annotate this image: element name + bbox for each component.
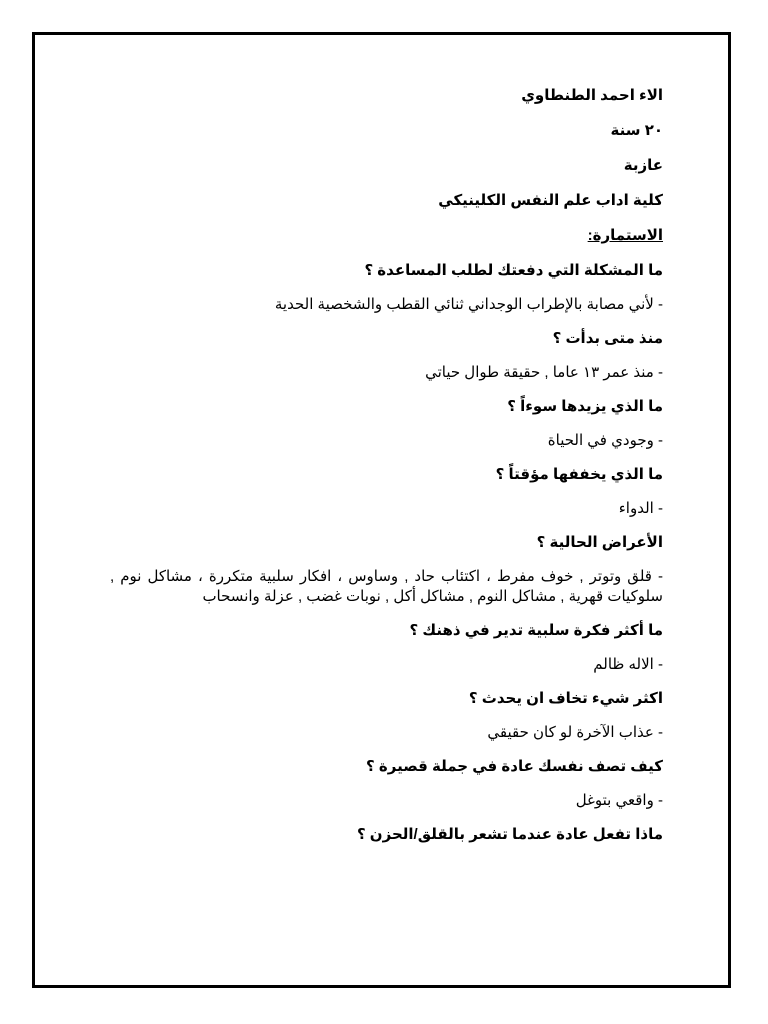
question: ما أكثر فكرة سلبية تدير في ذهنك ؟ [409,622,663,639]
question: ما الذي يخففها مؤقتاً ؟ [495,466,663,483]
question: ماذا تفعل عادة عندما تشعر بالقلق/الحزن ؟ [356,826,663,843]
question: كيف تصف نفسك عادة في جملة قصيرة ؟ [366,758,663,775]
answer: - واقعي بتوغل [575,792,663,809]
form-title: الاستمارة: [587,227,663,244]
person-college: كلية اداب علم النفس الكلينيكي [438,192,663,209]
answer: - لأني مصابة بالإطراب الوجداني ثنائي القطب والشخصية الحدية [274,296,663,313]
question: ما المشكلة التي دفعتك لطلب المساعدة ؟ [364,262,663,279]
answer: - عذاب الآخرة لو كان حقيقي [487,724,663,741]
answer: - الدواء [618,500,663,517]
form-content [110,86,663,859]
person-status: عازبة [623,157,663,174]
answer-symptoms: - قلق وتوتر , خوف مفرط ، اكتئاب حاد , وساوس ، افكار سلبية متكررة ، مشاكل نوم , سلوكيات قهرية , مشاكل النوم , مشاكل أكل , نوبات غضب , عزلة وانسحاب [110,568,663,605]
person-age: ٢٠ سنة [610,122,663,139]
person-name: الاء احمد الطنطاوي [521,87,663,104]
answer: - الاله ظالم [593,656,663,673]
question: اكثر شيء تخاف ان يحدث ؟ [468,690,663,707]
question: ما الذي يزيدها سوءاً ؟ [507,398,663,415]
question: الأعراض الحالية ؟ [536,534,663,551]
answer: - منذ عمر ١٣ عاما , حقيقة طوال حياتي [425,364,663,381]
question: منذ متى بدأت ؟ [552,330,663,347]
answer: - وجودي في الحياة [547,432,663,449]
